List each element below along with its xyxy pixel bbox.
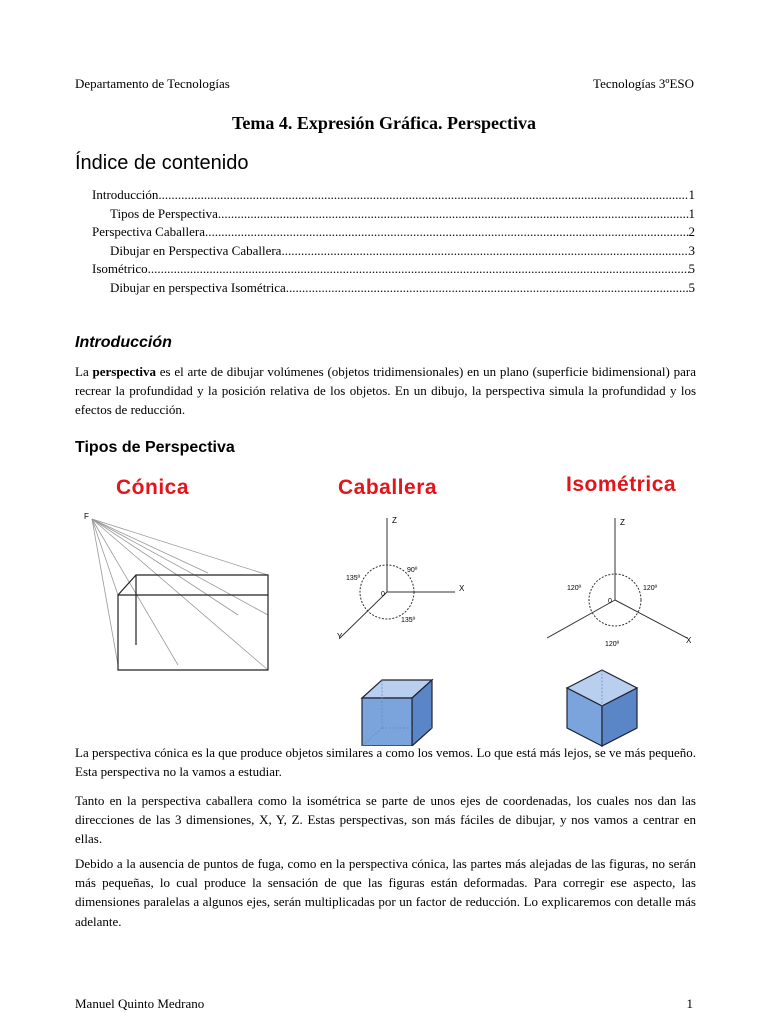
toc-leader — [205, 224, 689, 240]
toc-leader — [281, 243, 688, 259]
header-department: Departamento de Tecnologías — [75, 76, 230, 91]
angle-label-left: 120º — [567, 585, 582, 592]
intro-text-rest: es el arte de dibujar volúmenes (objetos tridimensionales) en un plano (superficie bidimensional) para recrear la profundidad y la posición relativa de los objetos. En un dibujo, la perspectiva simula la profundidad y los efectos de reducción. — [75, 364, 696, 418]
toc-entry[interactable] — [92, 243, 695, 262]
conica-title: Cónica — [116, 476, 190, 499]
section-heading-introduccion: Introducción — [75, 334, 172, 351]
angle-label-bottom: 120º — [605, 641, 620, 648]
toc-leader — [158, 187, 688, 203]
angle-label-bottom: 135º — [401, 617, 416, 624]
axis-x-label: X — [686, 636, 692, 645]
toc-entry-page: 1 — [688, 205, 695, 221]
isometrica-axes-diagram — [545, 510, 695, 650]
intro-text-bold: perspectiva — [92, 364, 157, 379]
toc-entry-label: Isométrico — [92, 261, 148, 277]
axis-x-label: X — [459, 584, 465, 593]
body-paragraph: Tanto en la perspectiva caballera como la isométrica se parte de unos ejes de coordenadas, los cuales nos dan las direcciones de las 3 dimensiones, X, Y, Z. Estas perspectivas, son más fáciles de dibujar, y nos vamos a centrar en ellas. — [75, 793, 696, 847]
toc-entry-label: Introducción — [92, 187, 159, 202]
caballera-cube — [360, 676, 440, 746]
isometrica-cube — [565, 668, 639, 748]
caballera-axes-diagram — [330, 510, 480, 645]
toc-leader — [218, 206, 689, 222]
isometrica-title: Isométrica — [566, 473, 677, 496]
angle-label-right: 120º — [643, 585, 658, 592]
origin-label: 0 — [608, 598, 612, 605]
toc-entry-page: 5 — [688, 279, 695, 295]
toc-leader — [286, 280, 689, 296]
conica-perspective-diagram — [78, 505, 298, 680]
axis-z-label: Z — [620, 518, 625, 527]
toc-entry-label: Dibujar en perspectiva Isométrica — [110, 279, 286, 295]
axis-z-label: Z — [392, 516, 397, 525]
body-paragraph: La perspectiva cónica es la que produce objetos similares a como los vemos. Lo que está más lejos, se ve más pequeño. Esta perspectiva no la vamos a estudiar. — [75, 745, 696, 780]
table-of-contents — [92, 187, 695, 299]
footer-author: Manuel Quinto Medrano — [75, 996, 205, 1011]
intro-text-start: La — [75, 364, 93, 379]
toc-entry-label: Tipos de Perspectiva — [110, 205, 218, 221]
intro-paragraph — [75, 362, 696, 420]
toc-entry[interactable] — [92, 280, 695, 299]
toc-entry[interactable] — [92, 261, 695, 280]
toc-heading: Índice de contenido — [75, 152, 249, 174]
toc-entry-page: 2 — [688, 224, 695, 240]
caballera-title: Caballera — [338, 476, 438, 499]
toc-entry-label: Dibujar en Perspectiva Caballera — [110, 242, 282, 258]
toc-entry-page: 3 — [688, 242, 695, 258]
toc-entry-label: Perspectiva Caballera — [92, 224, 205, 240]
toc-entry-page: 5 — [688, 261, 695, 277]
toc-entry[interactable] — [92, 187, 695, 206]
axis-y-label: Y — [337, 632, 343, 641]
toc-entry-page: 1 — [688, 187, 695, 202]
document-title: Tema 4. Expresión Gráfica. Perspectiva — [232, 113, 536, 133]
toc-entry[interactable] — [92, 224, 695, 243]
section-heading-tipos: Tipos de Perspectiva — [75, 439, 235, 456]
origin-label: 0 — [381, 591, 385, 598]
angle-label-top: 90º — [407, 567, 418, 574]
toc-leader — [148, 261, 689, 277]
footer-page-number: 1 — [686, 996, 693, 1011]
toc-entry[interactable] — [92, 206, 695, 225]
header-course: Tecnologías 3ºESO — [593, 76, 694, 91]
body-paragraph: Debido a la ausencia de puntos de fuga, como en la perspectiva cónica, las partes más alejadas de las figuras, no serán más pequeñas, lo cual produce la sensación de que las figuras están deformadas. Para corregir ese aspecto, las dimensiones paralelas a algunos ejes, serán multiplicadas por un factor de reducción. Lo explicaremos con detalle más adelante. — [75, 856, 696, 929]
angle-label-left: 135º — [346, 575, 361, 582]
vanishing-point-label: F — [84, 512, 89, 521]
